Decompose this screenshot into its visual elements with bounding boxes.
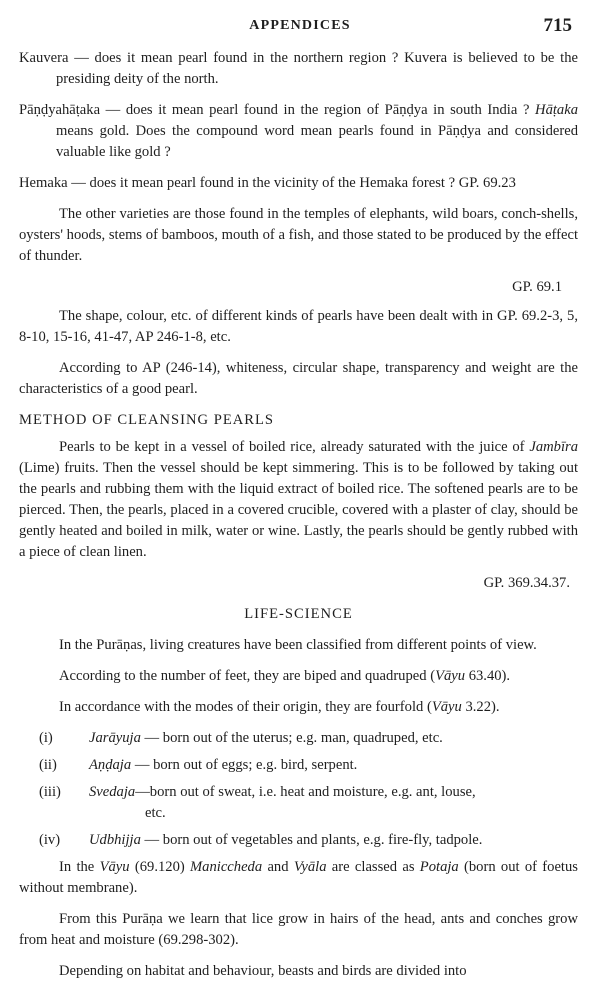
running-title: APPENDICES xyxy=(249,18,351,33)
italic-span: Potaja xyxy=(419,859,459,875)
entry-text: means gold. Does the compound word mean pearls found in Pāṇḍya and considered valuable like gold ? xyxy=(56,123,578,160)
entry-text: — does it mean pearl found in the northern region ? Kuvera is believed to be the presiding deity of the north. xyxy=(56,50,578,87)
entry-kauvera xyxy=(19,48,578,90)
paragraph-potaja xyxy=(19,857,578,899)
paragraph-classification: In the Purāṇas, living creatures have been classified from different points of view. xyxy=(59,637,537,653)
list-text: — born out of vegetables and plants, e.g. fire-fly, tadpole. xyxy=(140,832,483,848)
list-term: Svedaja xyxy=(89,784,136,800)
paragraph-other-varieties: The other varieties are those found in the temples of elephants, wild boars, conch-shells, oysters' hoods, stems of bamboos, mouth of a fish, and those stated to be produced by the effect of thunder. xyxy=(19,206,578,264)
paragraph-lice: From this Purāṇa we learn that lice grow in hairs of the head, ants and conches grow from heat and moisture (69.298-302). xyxy=(19,911,578,948)
list-term: Udbhijja xyxy=(89,832,141,848)
reference-gp-369: GP. 369.34.37. xyxy=(483,575,570,591)
entry-text: — does it mean pearl found in the vicinity of the Hemaka forest ? GP. 69.23 xyxy=(67,175,516,191)
list-term: Jarāyuja xyxy=(89,730,141,746)
section-heading-life-science: LIFE-SCIENCE xyxy=(244,606,353,622)
list-text: —born out of sweat, i.e. heat and moisture, e.g. ant, louse, xyxy=(135,784,476,800)
text-span: 3.22). xyxy=(461,699,500,715)
paragraph-shape-colour: The shape, colour, etc. of different kinds of pearls have been dealt with in GP. 69.2-3, 5, 8-10, 15-16, 41-47, AP 246-1-8, etc. xyxy=(19,308,578,345)
list-text: — born out of the uterus; e.g. man, quadruped, etc. xyxy=(140,730,443,746)
text-span: (born out of foetus without membrane). xyxy=(19,859,578,896)
page-number: 715 xyxy=(543,15,572,36)
list-item-andaja xyxy=(19,755,578,776)
italic-span: Vāyu xyxy=(99,859,130,875)
entry-term: Pāṇḍyahāṭaka xyxy=(19,102,101,118)
paragraph-feet xyxy=(19,666,578,687)
italic-span: Vāyu xyxy=(435,668,466,684)
entry-italic-term: Hāṭaka xyxy=(535,102,578,118)
paragraph-ap-characteristics: According to AP (246-14), whiteness, circular shape, transparency and weight are the characteristics of a good pearl. xyxy=(19,360,578,397)
entry-pandyahataka xyxy=(19,100,578,163)
text-span: According to the number of feet, they are biped and quadruped ( xyxy=(59,668,436,684)
list-marker: (iii) xyxy=(39,784,61,800)
entry-hemaka xyxy=(19,173,578,194)
list-term: Aṇḍaja xyxy=(89,757,132,773)
paragraph-cleansing xyxy=(19,437,578,563)
cleansing-text: (Lime) fruits. Then the vessel should be kept simmering. This is to be followed by taking out the pearls and rubbing them with the liquid extract of boiled rice. The softened pearls are to be pierced. Then, the pearls, placed in a covered crucible, covered with a plaster of clay, should be gently heated and boiled in milk, water or wine. Lastly, the pearls should be gently rubbed with a piece of clean linen. xyxy=(19,460,578,560)
list-item-udbhijja xyxy=(19,830,578,851)
reference-gp-69-1: GP. 69.1 xyxy=(512,279,562,295)
entry-term: Hemaka xyxy=(19,175,68,191)
cleansing-text: Pearls to be kept in a vessel of boiled rice, already saturated with the juice of xyxy=(59,439,530,455)
text-span: and xyxy=(262,859,294,875)
text-span: In the xyxy=(59,859,100,875)
text-span: are classed as xyxy=(326,859,420,875)
list-marker: (iv) xyxy=(39,832,61,848)
running-head xyxy=(18,14,582,38)
text-span: In accordance with the modes of their origin, they are fourfold ( xyxy=(59,699,432,715)
italic-span: Vyāla xyxy=(293,859,327,875)
entry-term: Kauvera xyxy=(19,50,69,66)
text-span: (69.120) xyxy=(129,859,191,875)
list-item-jarayuja xyxy=(19,728,578,749)
text-span: 63.40). xyxy=(465,668,511,684)
section-heading-cleansing: METHOD OF CLEANSING PEARLS xyxy=(19,412,275,428)
italic-span: Vāyu xyxy=(431,699,462,715)
italic-span: Maniccheda xyxy=(190,859,263,875)
list-text: — born out of eggs; e.g. bird, serpent. xyxy=(131,757,358,773)
entry-text: — does it mean pearl found in the region of Pāṇḍya in south India ? xyxy=(100,102,536,118)
list-marker: (i) xyxy=(39,730,53,746)
list-item-svedaja xyxy=(19,782,578,824)
paragraph-modes xyxy=(19,697,578,718)
page-body xyxy=(19,48,578,992)
list-continuation: etc. xyxy=(145,805,166,821)
cleansing-italic: Jambīra xyxy=(529,439,578,455)
list-marker: (ii) xyxy=(39,757,57,773)
paragraph-habitat: Depending on habitat and behaviour, beasts and birds are divided into xyxy=(59,963,467,979)
